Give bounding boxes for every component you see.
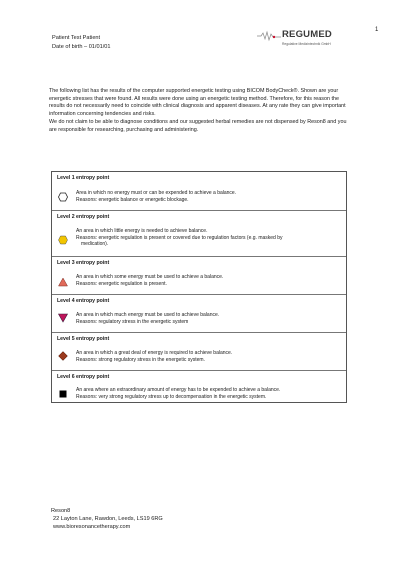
level-description — [76, 350, 341, 363]
footer-website: www.bioresonancetherapy.com — [53, 524, 131, 531]
level-desc-line: An area in which much energy must be used to achieve balance. — [76, 312, 220, 318]
patient-header — [52, 34, 110, 51]
diamond-brown-icon — [58, 351, 68, 361]
level-reasons: Reasons: strong regulatory stress in the energetic system. — [76, 356, 205, 363]
level-reasons: Reasons: energetic regulation is present or covered due to regulation factors (e.g. masked by — [76, 234, 283, 241]
level-reasons: Reasons: energetic regulation is present. — [76, 280, 167, 287]
level-title: Level 5 entropy point — [57, 336, 110, 342]
level-reasons: Reasons: very strong regulatory stress up to decompensation in the energetic system. — [76, 393, 267, 400]
footer-address: 22 Layton Lane, Rawdon, Leeds, LS19 6RG — [53, 516, 163, 523]
level-reasons-cont: medication). — [81, 241, 109, 248]
triangle-down-magenta-icon — [58, 313, 68, 323]
level-title: Level 2 entropy point — [57, 214, 110, 220]
hexagon-outline-icon — [58, 192, 68, 202]
level-reasons: Reasons: regulatory stress in the energetic system — [76, 318, 189, 325]
hexagon-yellow-icon — [58, 235, 68, 245]
level-title: Level 6 entropy point — [57, 374, 110, 380]
intro-paragraph-1: The following list has the results of the computer supported energetic testing using BICOM BodyCheck®. Shown are your energetic stresses that were found. All results were done using an energetic testing method. Therefore, for this reason the results do not necessarily need to coincide with clinical diagnosis and apparent diseases. At any rate they can give important information concerning tendencies and risks. — [49, 88, 346, 118]
square-black-icon — [58, 389, 68, 399]
entropy-legend-table — [51, 171, 347, 403]
level-title: Level 3 entropy point — [57, 260, 110, 266]
level-desc-line: An area where an extraordinary amount of energy has to be expended to achieve a balance. — [76, 387, 281, 393]
level-description — [76, 274, 341, 287]
patient-name: Patient Test Patient — [52, 35, 101, 41]
level-desc-line: An area in which a great deal of energy is required to achieve balance. — [76, 350, 233, 356]
intro-text — [49, 88, 354, 134]
footer — [51, 507, 163, 532]
patient-dob: Date of birth – 01/01/01 — [52, 43, 111, 50]
level-desc-line: Area in which no energy must or can be expended to achieve a balance. — [76, 190, 237, 196]
level-description — [76, 228, 341, 248]
level-reasons: Reasons: energetic balance or energetic blockage. — [76, 196, 189, 203]
legend-row-level-5 — [52, 332, 346, 370]
footer-company: Reson8 — [51, 508, 71, 514]
legend-row-level-6 — [52, 370, 346, 404]
level-desc-line: An area in which some energy must be used to achieve a balance. — [76, 274, 224, 280]
intro-paragraph-2: We do not claim to be able to diagnose conditions and our suggested herbal remedies are not dispensed by Reson8 and you are responsible for researching, purchasing and administering. — [49, 118, 347, 133]
level-title: Level 1 entropy point — [57, 175, 110, 181]
logo-tagline: Regulative Medizintechnik GmbH — [282, 42, 331, 46]
legend-row-level-2 — [52, 210, 346, 256]
legend-row-level-3 — [52, 256, 346, 294]
logo-wave-icon — [256, 30, 282, 42]
logo-name: REGUMED — [282, 29, 332, 40]
level-description — [76, 312, 341, 325]
level-desc-line: An area in which little energy is needed to achieve balance. — [76, 228, 208, 234]
legend-row-level-1 — [52, 172, 346, 210]
legend-row-level-4 — [52, 294, 346, 332]
level-description — [76, 190, 341, 203]
triangle-up-red-icon — [58, 277, 68, 287]
level-title: Level 4 entropy point — [57, 298, 110, 304]
regumed-logo — [256, 28, 342, 52]
page-number: 1 — [375, 27, 379, 33]
level-description — [76, 387, 341, 400]
